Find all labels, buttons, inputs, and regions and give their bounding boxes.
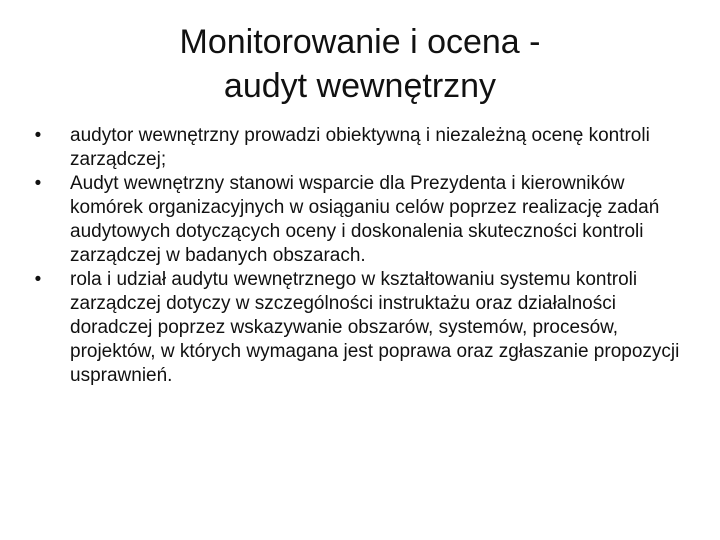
slide-title-line-2: audyt wewnętrzny (223, 67, 497, 105)
bullet-text-1: audytor wewnętrzny prowadzi obiektywną i niezależną ocenę kontroli zarządczej; (70, 125, 650, 170)
bullet-marker: • (34, 269, 42, 290)
bullet-marker: • (34, 173, 42, 194)
bullet-list (28, 124, 698, 388)
bullet-item-2 (28, 172, 698, 268)
slide-title (60, 20, 660, 108)
bullet-item-1 (28, 124, 698, 172)
bullet-item-3 (28, 268, 698, 388)
bullet-marker: • (34, 125, 42, 146)
slide-title-line-1: Monitorowanie i ocena - (179, 23, 541, 61)
bullet-text-2: Audyt wewnętrzny stanowi wsparcie dla Prezydenta i kierowników komórek organizacyjnych w osiąganiu celów poprzez realizację zadań audytowych dotyczących oceny i doskonalenia skuteczności kontroli zarządczej w badanych obszarach. (70, 173, 660, 266)
bullet-text-3: rola i udział audytu wewnętrznego w kształtowaniu systemu kontroli zarządczej dotyczy w szczególności instruktażu oraz działalności doradczej poprzez wskazywanie obszarów, systemów, procesów, projektów, w których wymagana jest poprawa oraz zgłaszanie propozycji usprawnień. (70, 269, 680, 386)
